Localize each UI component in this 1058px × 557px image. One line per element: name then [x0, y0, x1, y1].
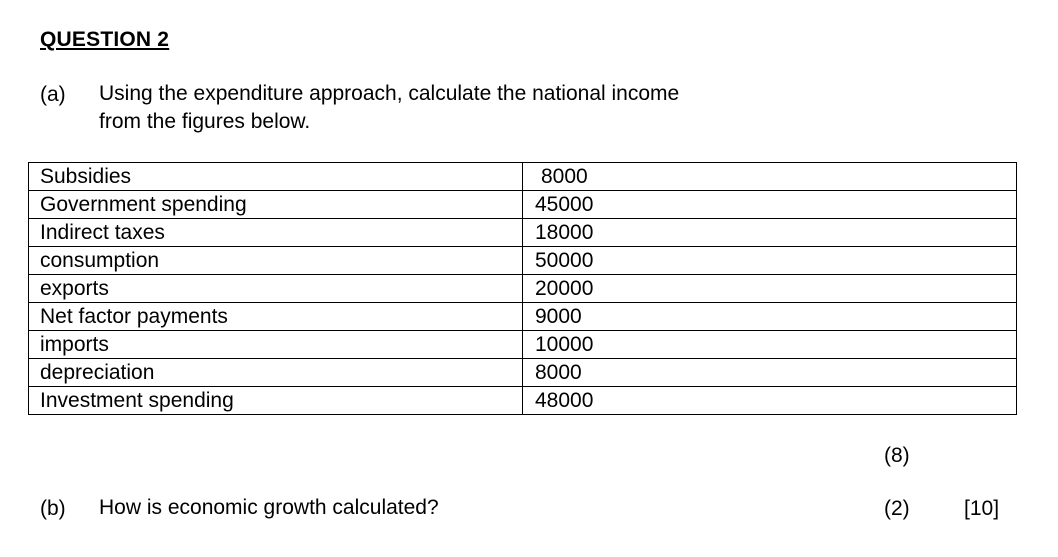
part-a-label: (a): [40, 83, 66, 106]
item-name: Subsidies: [29, 163, 523, 191]
table-row: [29, 331, 1017, 359]
item-value: 8000: [523, 163, 1017, 191]
item-name: Investment spending: [29, 387, 523, 415]
item-name: Government spending: [29, 191, 523, 219]
part-b-question: How is economic growth calculated?: [99, 496, 439, 519]
item-name: exports: [29, 275, 523, 303]
part-a-line-2: from the figures below.: [99, 110, 311, 133]
part-a-question: [99, 80, 679, 136]
table-row: [29, 219, 1017, 247]
table-row: [29, 387, 1017, 415]
part-b-label: (b): [40, 497, 66, 520]
item-value: 18000: [523, 219, 1017, 247]
part-a-line-1: Using the expenditure approach, calculate the national income: [99, 82, 680, 105]
item-value: 9000: [523, 303, 1017, 331]
table-row: [29, 303, 1017, 331]
part-a-marks: (8): [884, 444, 910, 467]
item-value: 45000: [523, 191, 1017, 219]
item-value: 10000: [523, 331, 1017, 359]
table-row: [29, 163, 1017, 191]
table-row: [29, 247, 1017, 275]
question-heading: QUESTION 2: [40, 28, 170, 51]
item-name: consumption: [29, 247, 523, 275]
table-row: [29, 359, 1017, 387]
item-value: 8000: [523, 359, 1017, 387]
question-total-marks: [10]: [964, 497, 1000, 520]
item-value: 50000: [523, 247, 1017, 275]
item-value: 20000: [523, 275, 1017, 303]
item-name: Indirect taxes: [29, 219, 523, 247]
item-name: Net factor payments: [29, 303, 523, 331]
table-row: [29, 275, 1017, 303]
item-value: 48000: [523, 387, 1017, 415]
item-name: imports: [29, 331, 523, 359]
table-row: [29, 191, 1017, 219]
item-name: depreciation: [29, 359, 523, 387]
part-b-marks: (2): [884, 497, 910, 520]
figures-table: [28, 162, 1017, 415]
